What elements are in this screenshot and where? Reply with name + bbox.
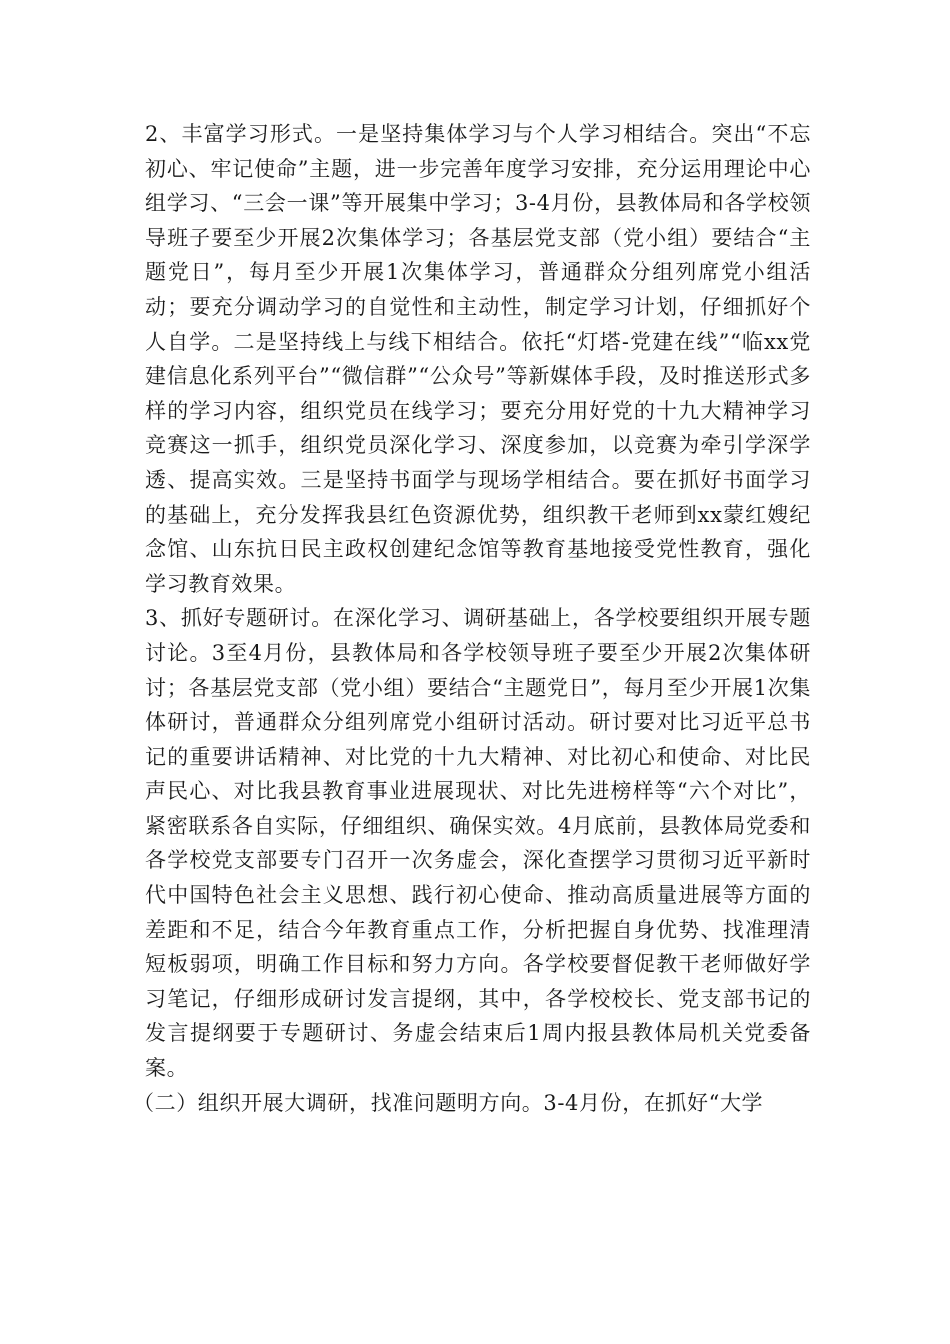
paragraph-research-section: （二）组织开展大调研，找准问题明方向。3-4月份，在抓好“大学 <box>133 1090 764 1115</box>
paragraph-special-seminar: 3、抓好专题研讨。在深化学习、调研基础上，各学校要组织开展专题讨论。3至4月份，县教体局和各学校领导班子要至少开展2次集体研讨；各基层党支部（党小组）要结合“主题党日”，每月至少开展1次集体研讨，普通群众分组列席党小组研讨活动。研讨要对比习近平总书记的重要讲话精神、对比党的十九大精神、对比初心和使命、对比民声民心、对比我县教育事业进展现状、对比先进榜样等“六个对比”，紧密联系各自实际，仔细组织、确保实效。4月底前，县教体局党委和各学校党支部要专门召开一次务虚会，深化查摆学习贯彻习近平新时代中国特色社会主义思想、践行初心使命、推动高质量进展等方面的差距和不足，结合今年教育重点工作，分析把握自身优势、找准理清短板弱项，明确工作目标和努力方向。各学校要督促教干老师做好学习笔记，仔细形成研讨发言提纲，其中，各学校校长、党支部书记的发言提纲要于专题研讨、务虚会结束后1周内报县教体局机关党委备案。 <box>145 606 811 1081</box>
document-body <box>133 117 811 1120</box>
paragraph-study-forms: 2、丰富学习形式。一是坚持集体学习与个人学习相结合。突出“不忘初心、牢记使命”主题，进一步完善年度学习安排，充分运用理论中心组学习、“三会一课”等开展集中学习；3-4月份，县教体局和各学校领导班子要至少开展2次集体学习；各基层党支部（党小组）要结合“主题党日”，每月至少开展1次集体学习，普通群众分组列席党小组活动；要充分调动学习的自觉性和主动性，制定学习计划，仔细抓好个人自学。二是坚持线上与线下相结合。依托“灯塔-党建在线”“临xx党建信息化系列平台”“微信群”“公众号”等新媒体手段，及时推送形式多样的学习内容，组织党员在线学习；要充分用好党的十九大精神学习竞赛这一抓手，组织党员深化学习、深度参加，以竞赛为牵引学深学透、提高实效。三是坚持书面学与现场学相结合。要在抓好书面学习的基础上，充分发挥我县红色资源优势，组织教干老师到xx蒙红嫂纪念馆、山东抗日民主政权创建纪念馆等教育基地接受党性教育，强化学习教育效果。 <box>145 122 811 596</box>
